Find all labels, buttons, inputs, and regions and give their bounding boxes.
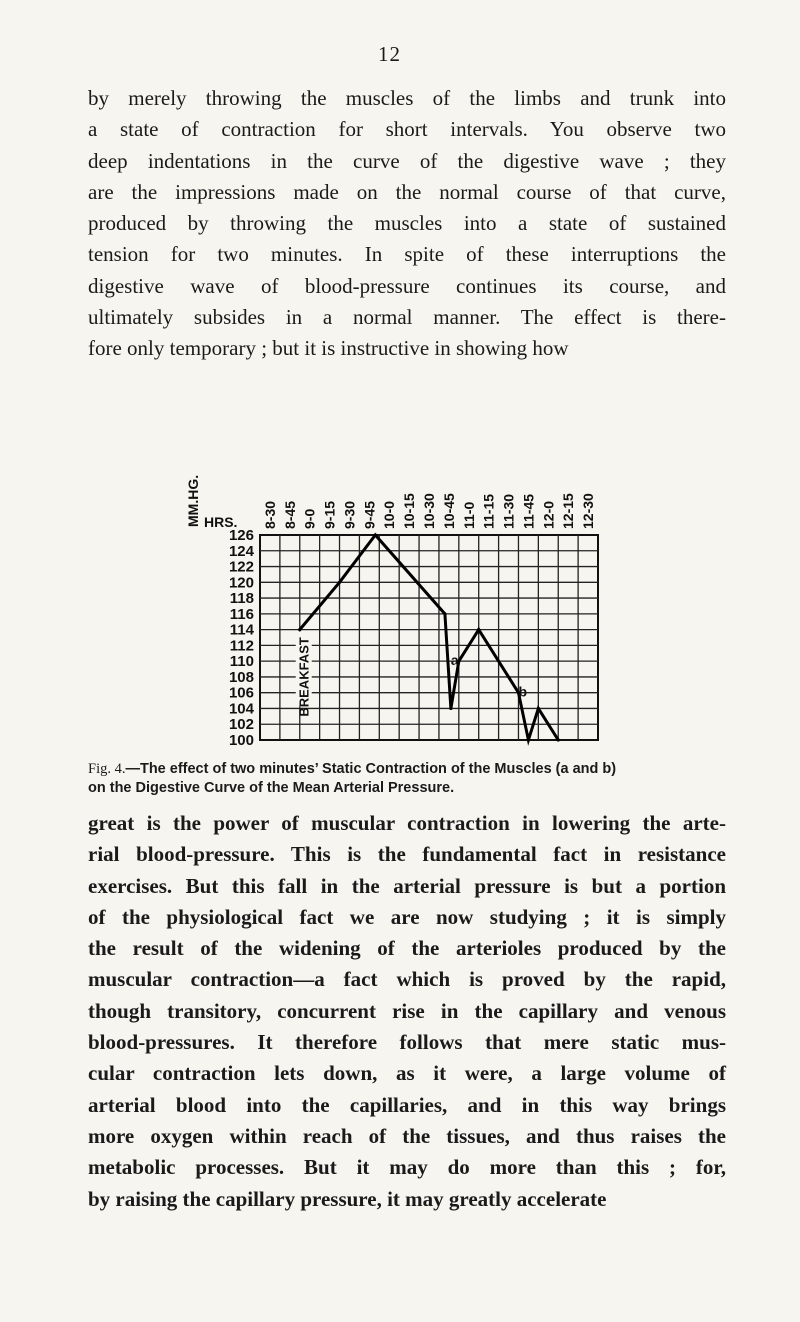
- y-tick-label: 124: [228, 542, 254, 560]
- text-line: are the impressions made on the normal course of that curve,: [88, 179, 726, 204]
- x-tick-label: 11-15: [480, 493, 497, 529]
- text-line: arterial blood into the capillaries, and in this way brings: [88, 1092, 726, 1117]
- x-tick-label: 8-45: [281, 500, 298, 529]
- x-tick-label: 10-0: [381, 500, 398, 529]
- data-point: [527, 738, 530, 741]
- y-tick-label: 122: [228, 558, 254, 576]
- text-line: deep indentations in the curve of the digestive wave ; they: [88, 148, 726, 173]
- text-line: by merely throwing the muscles of the limbs and trunk into: [88, 86, 726, 110]
- x-tick-label: 10-15: [401, 493, 418, 529]
- x-tick-label: 9-30: [341, 500, 358, 529]
- annotation-breakfast: BREAKFAST: [296, 637, 312, 717]
- text-line: by raising the capillary pressure, it may greatly accelerate: [88, 1186, 607, 1211]
- text-line: of the physiological fact we are now studying ; it is simply: [88, 904, 726, 929]
- figure-caption: [88, 760, 728, 798]
- blood-pressure-chart: [150, 440, 620, 760]
- x-tick-label: 12-15: [560, 493, 577, 529]
- text-line: metabolic processes. But it may do more than this ; for,: [88, 1155, 726, 1180]
- y-tick-label: 100: [228, 732, 254, 749]
- page-number: 12: [378, 42, 401, 66]
- x-tick-label: 12-30: [580, 493, 597, 529]
- x-tick-label: 9-15: [321, 500, 338, 529]
- y-tick-label: 114: [229, 621, 254, 639]
- data-point: [537, 707, 540, 710]
- text-line: cular contraction lets down, as it were, a large volume of: [88, 1061, 726, 1086]
- y-tick-label: 104: [228, 700, 254, 718]
- series-line: [300, 535, 558, 740]
- text-line: tension for two minutes. In spite of these interruptions the: [88, 242, 726, 267]
- text-line: great is the power of muscular contraction in lowering the arte-: [88, 811, 726, 835]
- text-line: the result of the widening of the arterioles produced by the: [88, 936, 726, 961]
- text-line: though transitory, concurrent rise in the capillary and venous: [88, 998, 726, 1023]
- data-point: [298, 628, 301, 631]
- x-tick-label: 10-45: [440, 493, 457, 529]
- y-tick-label: 102: [228, 716, 254, 734]
- x-tick-label: 9-45: [361, 500, 378, 529]
- text-line: exercises. But this fall in the arterial pressure is but a portion: [88, 873, 726, 898]
- x-axis-label: HRS.: [204, 514, 238, 530]
- caption-text-line1: —The effect of two minutes’ Static Contraction of the Muscles (a and b): [125, 761, 617, 777]
- text-line: fore only temporary ; but it is instructive in showing how: [88, 336, 569, 361]
- text-line: ultimately subsides in a normal manner. The effect is there-: [88, 305, 726, 330]
- y-tick-label: 108: [228, 668, 254, 686]
- x-tick-label: 9-0: [301, 508, 318, 529]
- annotation-a: a: [450, 652, 459, 669]
- x-tick-label: 11-45: [520, 493, 537, 529]
- text-line: digestive wave of blood-pressure continues its course, and: [88, 273, 726, 298]
- y-tick-label: 106: [228, 684, 254, 702]
- y-tick-label: 126: [228, 527, 254, 544]
- y-axis-label: MM.HG.: [185, 474, 201, 527]
- data-point: [449, 707, 452, 710]
- y-tick-label: 120: [228, 574, 254, 592]
- data-point: [557, 738, 560, 741]
- paragraph-top: [88, 83, 726, 365]
- text-line: muscular contraction—a fact which is proved by the rapid,: [88, 967, 726, 992]
- y-tick-label: 110: [229, 653, 254, 671]
- text-line: blood-pressures. It therefore follows that mere static mus-: [88, 1030, 726, 1055]
- y-tick-label: 116: [229, 605, 254, 623]
- x-tick-label: 10-30: [421, 493, 437, 529]
- y-tick-label: 112: [229, 637, 254, 655]
- caption-fig-label: Fig. 4.: [88, 761, 126, 777]
- paragraph-bottom: [88, 808, 726, 1215]
- data-point: [338, 581, 341, 584]
- text-line: produced by throwing the muscles into a state of sustained: [88, 211, 726, 236]
- x-tick-label: 8-30: [261, 500, 278, 529]
- text-line: more oxygen within reach of the tissues, and thus raises the: [88, 1123, 726, 1148]
- x-tick-label: 11-30: [500, 493, 517, 529]
- x-tick-label: 11-0: [460, 501, 477, 529]
- caption-text-line2: on the Digestive Curve of the Mean Arterial Pressure.: [88, 780, 455, 796]
- text-line: rial blood-pressure. This is the fundamental fact in resistance: [88, 842, 726, 867]
- text-line: a state of contraction for short intervals. You observe two: [88, 117, 726, 142]
- annotation-b: b: [518, 683, 528, 700]
- x-tick-label: 12-0: [540, 500, 557, 529]
- y-tick-label: 118: [229, 590, 254, 608]
- data-point: [443, 612, 446, 615]
- data-point: [477, 628, 480, 631]
- data-point: [374, 533, 377, 536]
